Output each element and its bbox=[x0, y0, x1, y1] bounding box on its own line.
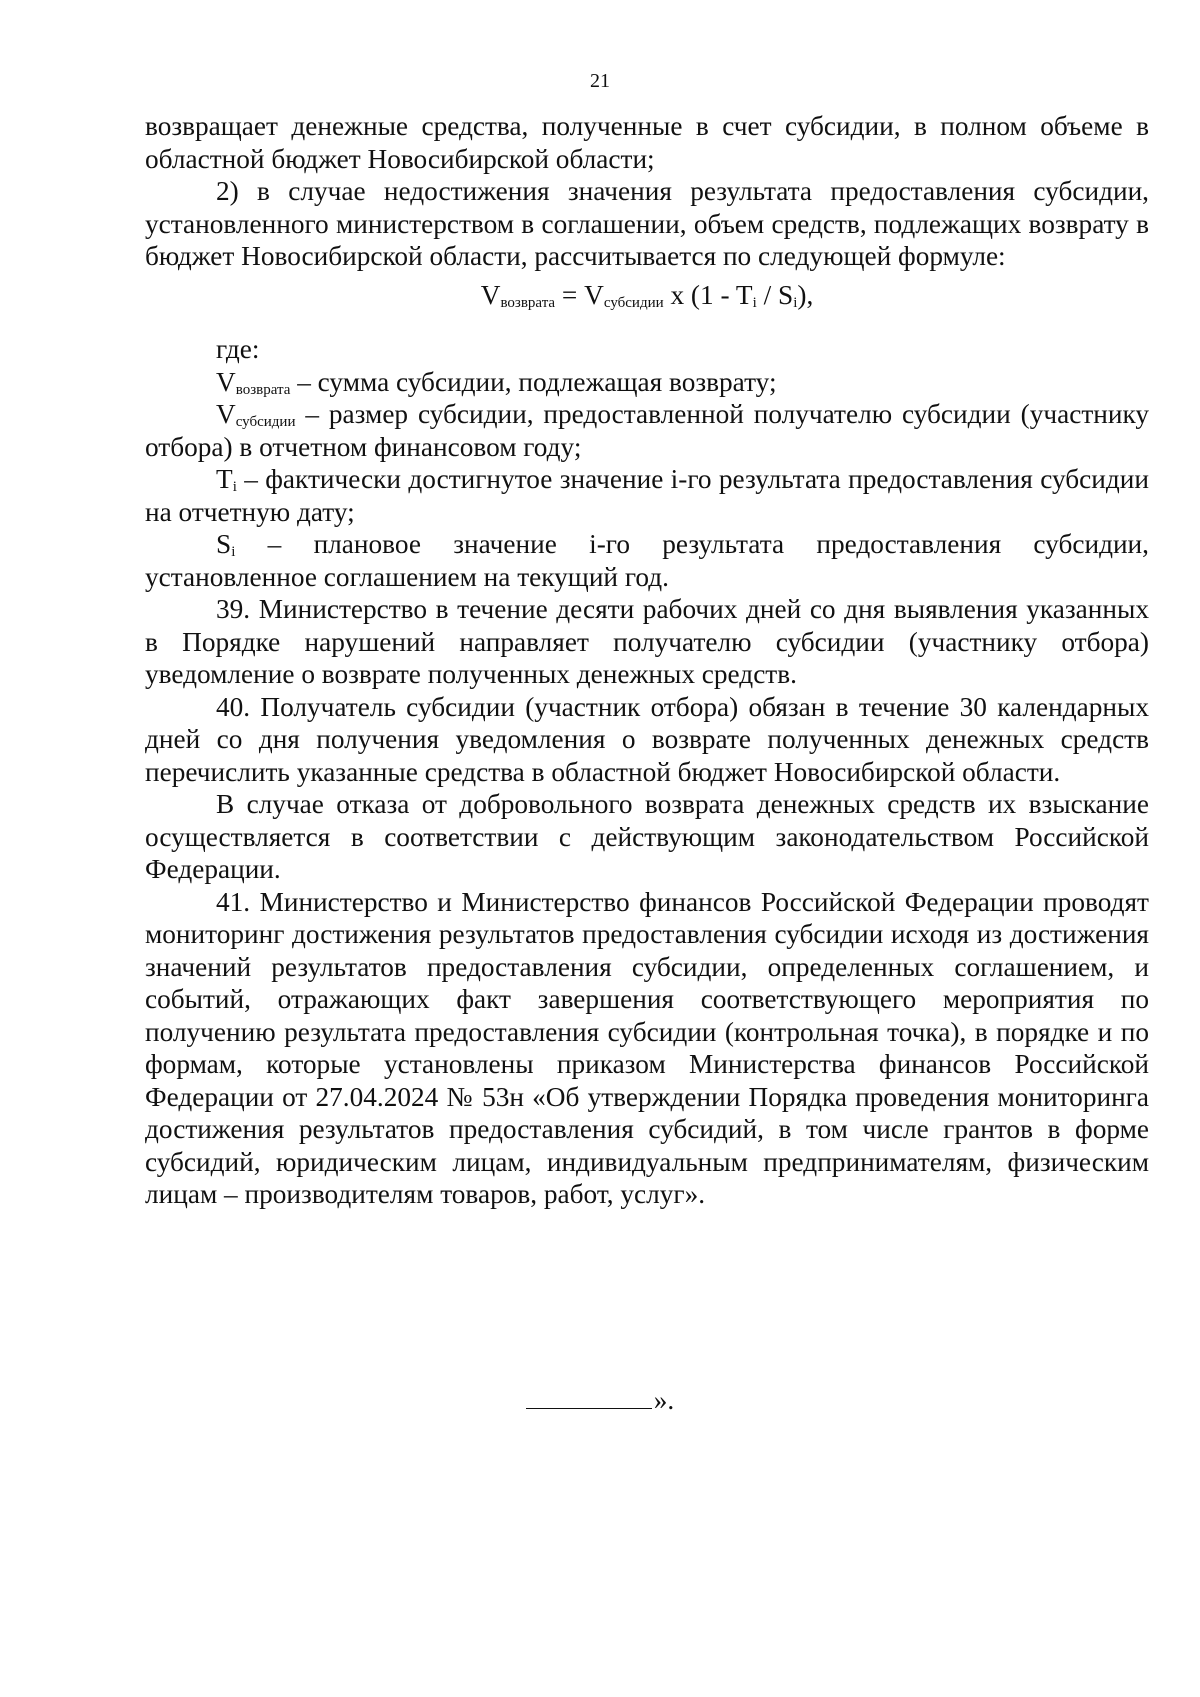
formula-sub-i1: i bbox=[752, 294, 757, 311]
def-s-sub: i bbox=[231, 544, 236, 560]
definition-s bbox=[145, 528, 1149, 593]
def-v-symbol: V bbox=[216, 366, 236, 397]
paragraph-41: 41. Министерство и Министерство финансов Российской Федерации проводят мониторинг достижения результатов предоставления субсидии исходя из достижения значений результатов предоставления субсидии, определенных соглашением, и событий, отражающих факт завершения соответствующего мероприятия по получению результата предоставления субсидии (контрольная точка), в порядке и по формам, которые установлены приказом Министерства финансов Российской Федерации от 27.04.2024 № 53н «Об утверждении Порядка проведения мониторинга достижения результатов предоставления субсидий, в том числе грантов в форме субсидий, юридическим лицам, индивидуальным предпринимателям, физическим лицам – производителям товаров, работ, услуг». bbox=[145, 886, 1149, 1209]
closing-mark bbox=[0, 1385, 1200, 1416]
closing-quote: ». bbox=[653, 1385, 675, 1415]
formula-eq: = bbox=[555, 279, 585, 310]
paragraph-refusal: В случае отказа от добровольного возврата денежных средств их взыскание осуществляется в соответствии с действующим законодательством Российской Федерации. bbox=[145, 789, 1149, 884]
where-label: где: bbox=[216, 334, 260, 364]
formula-v1: V bbox=[480, 279, 501, 310]
formula-sub-return: возврата bbox=[500, 294, 556, 311]
page-number: 21 bbox=[590, 70, 610, 92]
formula-sub-i2: i bbox=[793, 294, 798, 311]
closing-line bbox=[526, 1386, 652, 1409]
def-v-sub-subsidy: субсидии bbox=[235, 414, 296, 430]
paragraph-continuation: возвращает денежные средства, полученные в счет субсидии, в полном объеме в областной бюджет Новосибирской области; bbox=[145, 111, 1149, 174]
def-t-symbol: T bbox=[216, 464, 233, 494]
def-t-text: – фактически достигнутое значение i-го результата предоставления субсидии на отчетную дату; bbox=[145, 464, 1149, 527]
formula-mid: x (1 - T bbox=[663, 279, 753, 310]
paragraph-39: 39. Министерство в течение десяти рабочих дней со дня выявления указанных в Порядке нарушений направляет получателю субсидии (участнику отбора) уведомление о возврате полученных денежных средств. bbox=[145, 594, 1149, 689]
def-s-symbol: S bbox=[216, 529, 232, 559]
paragraph-40: 40. Получатель субсидии (участник отбора) обязан в течение 30 календарных дней со дня получения уведомления о возврате полученных денежных средств перечислить указанные средства в областной бюджет Новосибирской области. bbox=[145, 691, 1149, 787]
formula bbox=[145, 279, 1149, 312]
document-body bbox=[145, 110, 1149, 1211]
def-v-sub-return: возврата bbox=[235, 381, 291, 398]
def-s-text: – плановое значение i-го результата предоставления субсидии, установленное соглашением на текущий год. bbox=[145, 529, 1149, 592]
formula-sub-subsidy: субсидии bbox=[603, 294, 664, 311]
def-v-subsidy-text: – размер субсидии, предоставленной получателю субсидии (участнику отбора) в отчетном финансовом году; bbox=[145, 399, 1149, 462]
def-v-return-text: – сумма субсидии, подлежащая возврату; bbox=[290, 366, 777, 397]
formula-slash: / S bbox=[756, 279, 794, 310]
def-v2-symbol: V bbox=[216, 399, 236, 429]
def-t-sub: i bbox=[232, 479, 237, 495]
definition-v-subsidy bbox=[145, 398, 1149, 463]
definition-t bbox=[145, 463, 1149, 528]
definition-v-return bbox=[145, 366, 1149, 399]
paragraph-item-2: 2) в случае недостижения значения результата предоставления субсидии, установленного министерством в соглашении, объем средств, подлежащих возврату в бюджет Новосибирской области, рассчитывается по следующей формуле: bbox=[145, 176, 1149, 271]
formula-end: ), bbox=[797, 279, 814, 310]
formula-v2: V bbox=[584, 279, 604, 310]
